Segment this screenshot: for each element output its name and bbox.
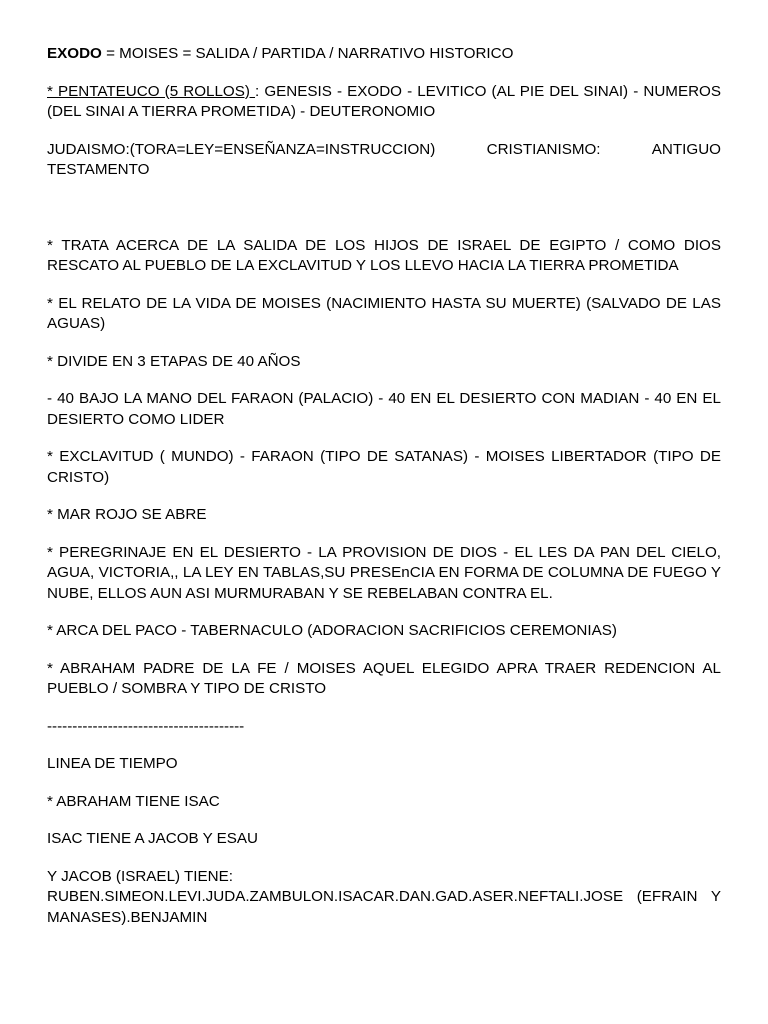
title-line [47, 44, 721, 65]
judaismo-col3: ANTIGUO [651, 140, 721, 158]
mar-rojo-paragraph: * MAR ROJO SE ABRE [47, 506, 207, 523]
judaismo-col1: JUDAISMO:(TORA=LEY=ENSEÑANZA=INSTRUCCION) [47, 140, 436, 158]
document-page [47, 44, 721, 945]
pentateuco-heading: * PENTATEUCO (5 ROLLOS) [47, 82, 256, 100]
pentateuco-text: : GENESIS - EXODO - LEVITICO (AL PIE DEL SINAI) - NUMEROS (DEL SINAI A TIERRA PROMETIDA) - DEUTERONOMIO [47, 82, 721, 120]
title-bold: EXODO [47, 45, 102, 62]
jacob-line1: Y JACOB (ISRAEL) TIENE: [47, 867, 233, 885]
divider-line: --------------------------------------- [47, 717, 245, 735]
jacob-line2: RUBEN.SIMEON.LEVI.JUDA.ZAMBULON.ISACAR.DAN.GAD.ASER.NEFTALI.JOSE (EFRAIN Y MANASES).BENJAMIN [47, 888, 721, 926]
isac-jacob-line: ISAC TIENE A JACOB Y ESAU [47, 830, 259, 847]
exclavitud-paragraph: * EXCLAVITUD ( MUNDO) - FARAON (TIPO DE SATANAS) - MOISES LIBERTADOR (TIPO DE CRISTO) [47, 448, 721, 486]
linea-de-tiempo-heading: LINEA DE TIEMPO [47, 755, 178, 772]
cuarenta-paragraph: - 40 BAJO LA MANO DEL FARAON (PALACIO) - 40 EN EL DESIERTO CON MADIAN - 40 EN EL DESIERTO COMO LIDER [47, 390, 721, 428]
etapas-paragraph: * DIVIDE EN 3 ETAPAS DE 40 AÑOS [47, 352, 301, 370]
jacob-paragraph [47, 867, 721, 929]
relato-paragraph: * EL RELATO DE LA VIDA DE MOISES (NACIMIENTO HASTA SU MUERTE) (SALVADO DE LAS AGUAS) [47, 294, 721, 332]
peregrinaje-paragraph: * PEREGRINAJE EN EL DESIERTO - LA PROVISION DE DIOS - EL LES DA PAN DEL CIELO, AGUA, VICTORIA,, LA LEY EN TABLAS,SU PRESEnCIA EN FORMA DE COLUMNA DE FUEGO Y NUBE, ELLOS AUN ASI MURMURABAN Y SE REBELABAN CONTRA EL. [47, 543, 721, 602]
judaismo-row [47, 140, 721, 161]
judaismo-col2: CRISTIANISMO: [486, 140, 601, 158]
title-rest: = MOISES = SALIDA / PARTIDA / NARRATIVO HISTORICO [101, 45, 514, 62]
judaismo-line2: TESTAMENTO [47, 161, 150, 178]
judaismo-paragraph [47, 140, 721, 181]
pentateuco-paragraph [47, 82, 721, 123]
abraham-paragraph: * ABRAHAM PADRE DE LA FE / MOISES AQUEL ELEGIDO APRA TRAER REDENCION AL PUEBLO / SOMBRA Y TIPO DE CRISTO [47, 659, 721, 697]
abraham-isac-line: * ABRAHAM TIENE ISAC [47, 792, 220, 810]
salida-paragraph: * TRATA ACERCA DE LA SALIDA DE LOS HIJOS DE ISRAEL DE EGIPTO / COMO DIOS RESCATO AL PUEBLO DE LA EXCLAVITUD Y LOS LLEVO HACIA LA TIERRA PROMETIDA [47, 236, 721, 274]
arca-paragraph: * ARCA DEL PACO - TABERNACULO (ADORACION SACRIFICIOS CEREMONIAS) [47, 622, 617, 639]
